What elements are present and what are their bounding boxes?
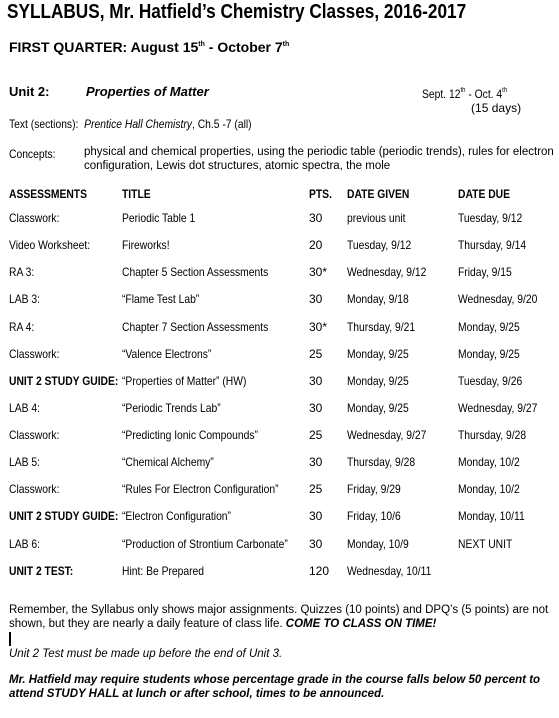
table-row: RA 4: Chapter 7 Section Assessments 30* Thursday, 9/21 Monday, 9/25 <box>9 320 520 334</box>
table-row: LAB 3: “Flame Test Lab” 30 Monday, 9/18 Wednesday, 9/20 <box>9 292 538 306</box>
page-title: SYLLABUS, Mr. Hatfield’s Chemistry Classes, 2016-2017 <box>7 1 467 23</box>
table-row: Video Worksheet: Fireworks! 20 Tuesday, 9/12 Thursday, 9/14 <box>9 238 527 252</box>
header-assessments: ASSESSMENTS <box>9 187 87 201</box>
header-date-due: DATE DUE <box>458 187 510 201</box>
table-row: Classwork: “Valence Electrons” 25 Monday, 9/25 Monday, 9/25 <box>9 347 520 361</box>
table-row: LAB 5: “Chemical Alchemy” 30 Thursday, 9/28 Monday, 10/2 <box>9 455 520 469</box>
text-cursor <box>9 632 11 646</box>
table-row: UNIT 2 TEST: Hint: Be Prepared 120 Wednesday, 10/11 <box>9 564 432 578</box>
table-row: RA 3: Chapter 5 Section Assessments 30* Wednesday, 9/12 Friday, 9/15 <box>9 265 512 279</box>
study-hall-note: Mr. Hatfield may require students whose percentage grade in the course falls below 50 percent to attend STUDY HALL at lunch or after school, times to be announced. <box>9 674 541 700</box>
concepts-text: physical and chemical properties, using the periodic table (periodic trends), rules for electron configuration, Lewis dot structures, atomic spectra, the mole <box>84 146 554 172</box>
text-sections: Text (sections): Prentice Hall Chemistry, Ch.5 -7 (all) <box>9 117 252 131</box>
header-points: PTS. <box>309 187 332 201</box>
quarter-heading: FIRST QUARTER: August 15th - October 7th <box>9 39 290 55</box>
table-row: UNIT 2 STUDY GUIDE: “Properties of Matter” (HW) 30 Monday, 9/25 Tuesday, 9/26 <box>9 374 523 388</box>
unit-name: Properties of Matter <box>86 84 209 99</box>
header-title: TITLE <box>122 187 151 201</box>
table-row: LAB 4: “Periodic Trends Lab” 30 Monday, 9/25 Wednesday, 9/27 <box>9 401 538 415</box>
table-row: Classwork: Periodic Table 1 30 previous unit Tuesday, 9/12 <box>9 211 523 225</box>
makeup-note: Unit 2 Test must be made up before the end of Unit 3. <box>9 648 283 660</box>
syllabus-note: Remember, the Syllabus only shows major assignments. Quizzes (10 points) and DPQ’s (5 points) are not shown, but they are nearly a daily feature of class life. COME TO CLASS ON TIME! <box>9 604 549 630</box>
concepts-label: Concepts: <box>9 147 56 161</box>
unit-duration: (15 days) <box>471 101 522 115</box>
table-row: UNIT 2 STUDY GUIDE: “Electron Configuration” 30 Friday, 10/6 Monday, 10/11 <box>9 509 525 523</box>
unit-dates: Sept. 12th - Oct. 4th (15 days) <box>422 87 522 115</box>
on-time-reminder: COME TO CLASS ON TIME! <box>285 618 437 630</box>
unit-label: Unit 2: <box>9 84 50 99</box>
table-row: Classwork: “Predicting Ionic Compounds” 25 Wednesday, 9/27 Thursday, 9/28 <box>9 428 527 442</box>
table-row: LAB 6: “Production of Strontium Carbonate” 30 Monday, 10/9 NEXT UNIT <box>9 537 513 551</box>
table-row: Classwork: “Rules For Electron Configuration” 25 Friday, 9/29 Monday, 10/2 <box>9 482 520 496</box>
header-date-given: DATE GIVEN <box>347 187 410 201</box>
